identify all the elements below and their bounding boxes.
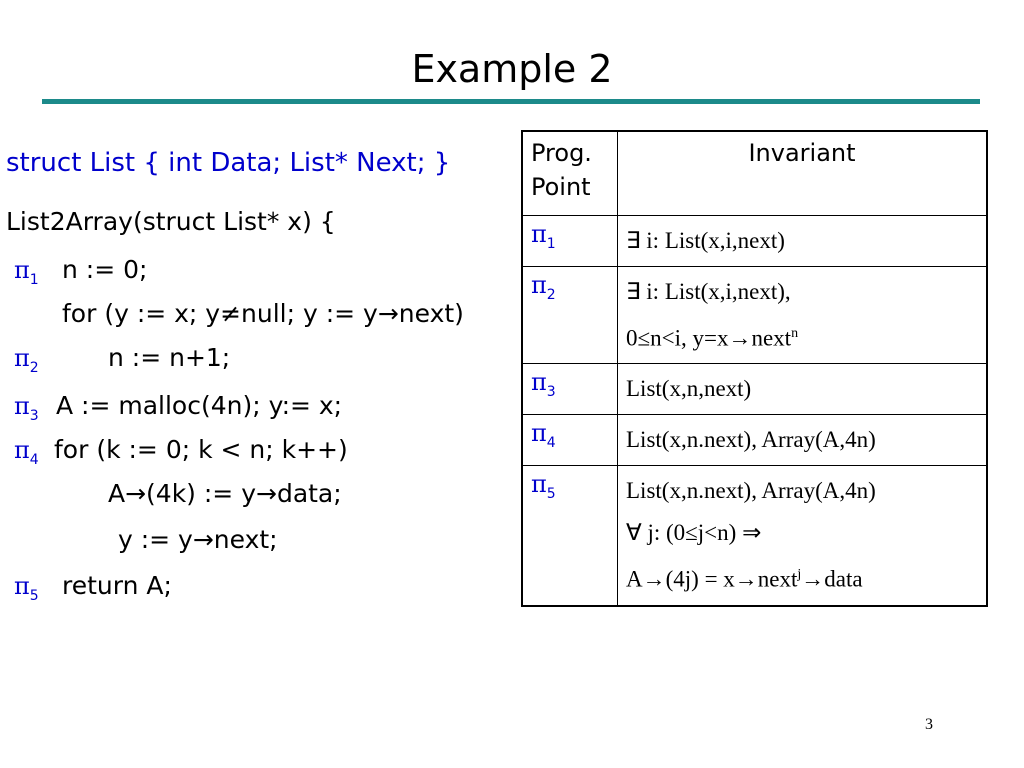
prog-point-cell: $\pi_1$ — [522, 215, 618, 266]
invariant-cell — [618, 266, 988, 364]
header-prog-line2: Point — [531, 173, 591, 201]
invariant-line: A→(4j) = x→next$^j$→data — [626, 566, 863, 592]
code-line-7: A→(4k) := y→data; — [108, 479, 342, 508]
invariant-line: ∃ i: List(x,i,next) — [626, 227, 785, 253]
prog-point-cell: $\pi_3$ — [522, 364, 618, 415]
code-line-1: List2Array(struct List* x) { — [6, 207, 336, 236]
title-underline — [42, 99, 980, 104]
invariant-cell — [618, 415, 988, 466]
slide-title: Example 2 — [411, 47, 613, 91]
code-line-6: for (k := 0; k < n; k++) — [54, 435, 348, 464]
prog-point-cell: $\pi_5$ — [522, 466, 618, 606]
code-line-9: return A; — [62, 571, 172, 600]
invariant-line: ∀ j: (0≤j<n) ⇒ — [626, 520, 762, 546]
invariant-line: ∃ i: List(x,i,next), — [626, 278, 791, 304]
code-line-8: y := y→next; — [118, 525, 278, 554]
table-row — [522, 415, 987, 466]
code-line-4: n := n+1; — [108, 343, 231, 372]
table-row — [522, 266, 987, 364]
header-invariant: Invariant — [618, 131, 988, 215]
table-row — [522, 364, 987, 415]
header-prog-point — [522, 131, 618, 215]
code-line-2: n := 0; — [62, 255, 148, 284]
pi-2-label: $\pi_2$ — [14, 344, 39, 376]
header-prog-line1: Prog. — [531, 139, 592, 167]
pi-4-label: $\pi_4$ — [14, 436, 39, 468]
code-line-5: A := malloc(4n); y:= x; — [56, 391, 343, 420]
invariant-cell — [618, 215, 988, 266]
pi-1-label: $\pi_1$ — [14, 256, 39, 288]
invariant-table — [521, 130, 988, 607]
pi-5-label: $\pi_5$ — [14, 572, 39, 604]
invariant-cell — [618, 466, 988, 606]
pi-3-label: $\pi_3$ — [14, 392, 39, 424]
invariant-line: List(x,n,next) — [626, 376, 752, 402]
invariant-line: List(x,n.next), Array(A,4n) — [626, 427, 876, 453]
table-header-row — [522, 131, 987, 215]
invariant-line: List(x,n.next), Array(A,4n) — [626, 478, 876, 504]
prog-point-cell: $\pi_2$ — [522, 266, 618, 364]
page-number: 3 — [925, 716, 933, 733]
struct-declaration: struct List { int Data; List* Next; } — [6, 148, 451, 178]
table-row — [522, 215, 987, 266]
table-row — [522, 466, 987, 606]
prog-point-cell: $\pi_4$ — [522, 415, 618, 466]
code-line-3: for (y := x; y≠null; y := y→next) — [62, 299, 464, 328]
invariant-line: 0≤n<i, y=x→next$^n$ — [626, 325, 799, 351]
invariant-cell — [618, 364, 988, 415]
